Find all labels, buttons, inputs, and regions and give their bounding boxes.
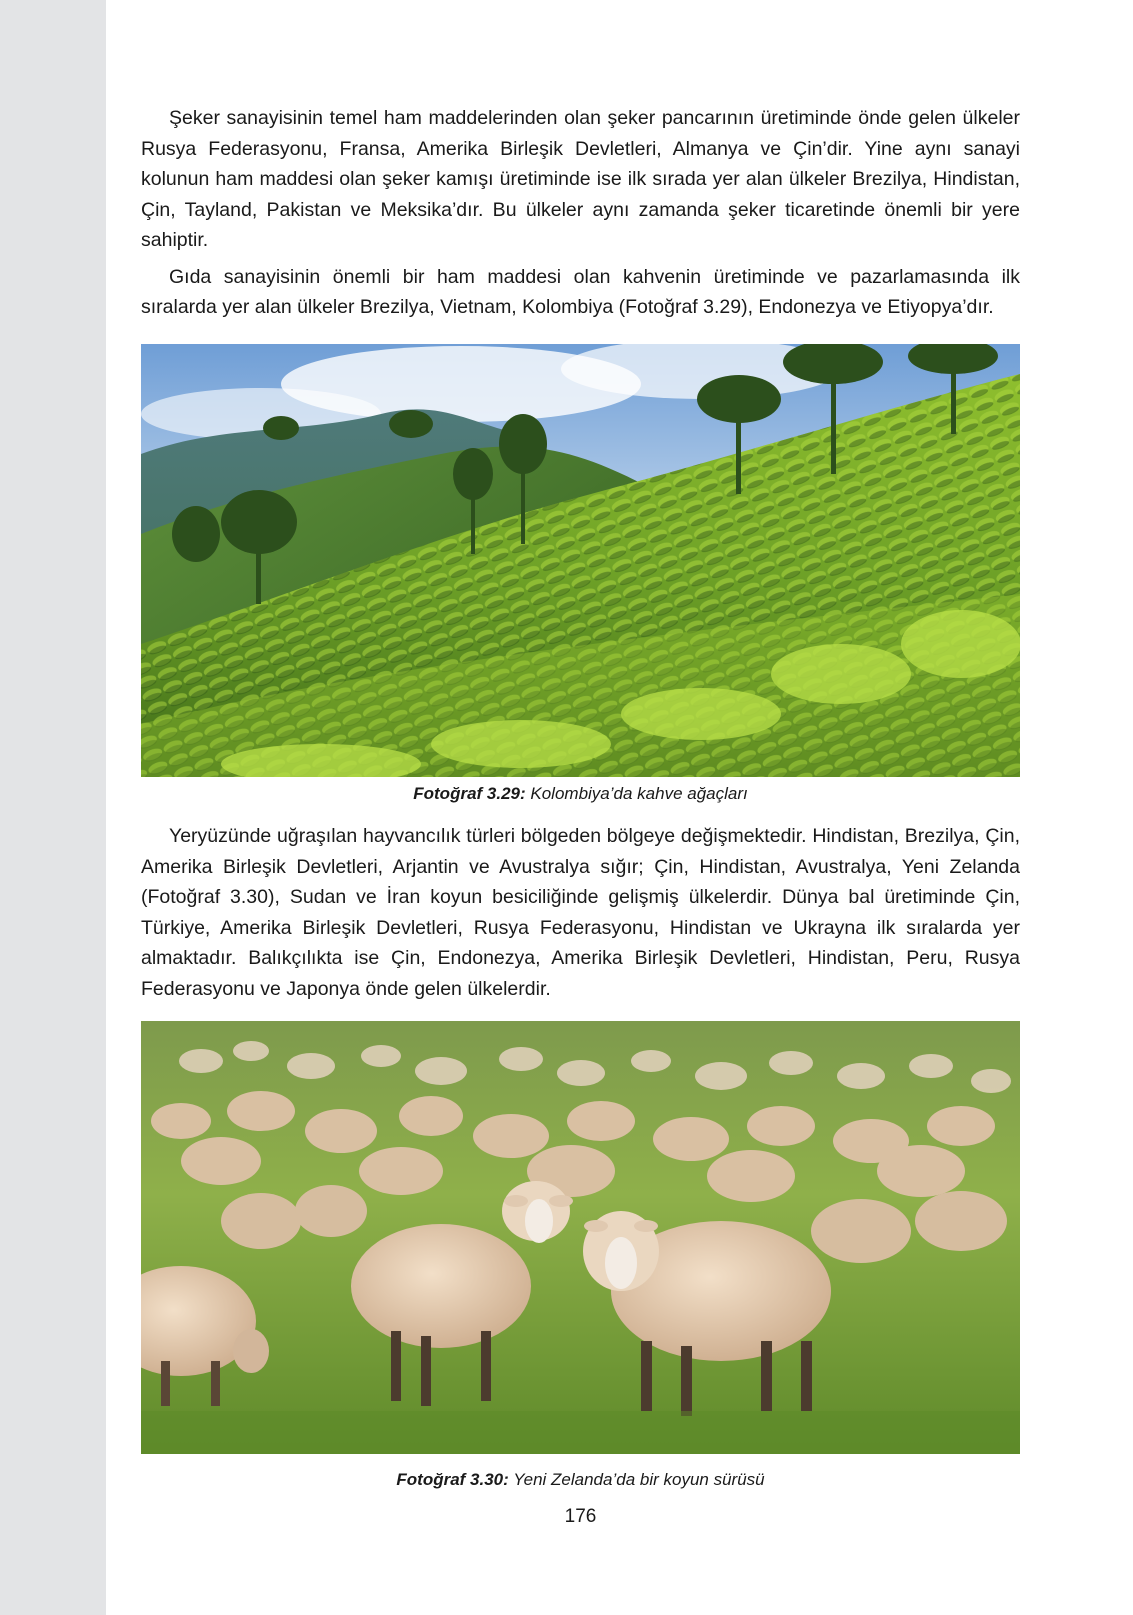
page-side-band [0, 0, 106, 1615]
page-number: 176 [564, 1506, 597, 1527]
paragraph-livestock: Yeryüzünde uğraşılan hayvancılık türleri bölgeden bölgeye değişmektedir. Hindistan, Brezilya, Çin, Amerika Birleşik Devletleri, Arjantin ve Avustralya sığır; Çin, Hindistan, Avustralya, Yeni Zelanda (Fotoğraf 3.30), Sudan ve İran koyun besiciliğinde gelişmiş ülkelerdir. Dünya bal üretiminde Çin, Türkiye, Amerika Birleşik Devletleri, Rusya Federasyonu, Hindistan ve Ukrayna ilk sıralarda yer almaktadır. Balıkçılıkta ise Çin, Endonezya, Amerika Birleşik Devletleri, Hindistan, Peru, Rusya Federasyonu ve Japonya önde gelen ülkelerdir. [141, 825, 1020, 1000]
caption-label: Fotoğraf 3.29: [413, 784, 526, 803]
paragraph-coffee: Gıda sanayisinin önemli bir ham maddesi olan kahvenin üretiminde ve pazarlamasında ilk sıralarda yer alan ülkeler Brezilya, Vietnam, Kolombiya (Fotoğraf 3.29), Endonezya ve Etiyopya’dır. [141, 265, 1020, 318]
coffee-plantation-photo [141, 344, 1020, 777]
caption-label: Fotoğraf 3.30: [396, 1470, 509, 1489]
caption-text: Kolombiya’da kahve ağaçları [530, 784, 748, 803]
paragraph-sugar: Şeker sanayisinin temel ham maddelerinden olan şeker pancarının üretiminde önde gelen ülkeler Rusya Federasyonu, Fransa, Amerika Birleşik Devletleri, Almanya ve Çin’dir. Yine aynı sanayi kolunun ham maddesi olan şeker kamışı üretiminde ise ilk sırada yer alan ülkeler Brezilya, Hindistan, Çin, Tayland, Pakistan ve Meksika’dır. Bu ülkeler aynı zamanda şeker ticaretinde önemli bir yere sahiptir. [141, 107, 1020, 251]
sheep-flock-photo [141, 1021, 1020, 1454]
photo-caption-coffee [141, 784, 1020, 804]
photo-caption-sheep [141, 1470, 1020, 1490]
text-block-top [141, 103, 1020, 329]
caption-text: Yeni Zelanda’da bir koyun sürüsü [513, 1470, 765, 1489]
text-block-middle [141, 821, 1020, 1010]
